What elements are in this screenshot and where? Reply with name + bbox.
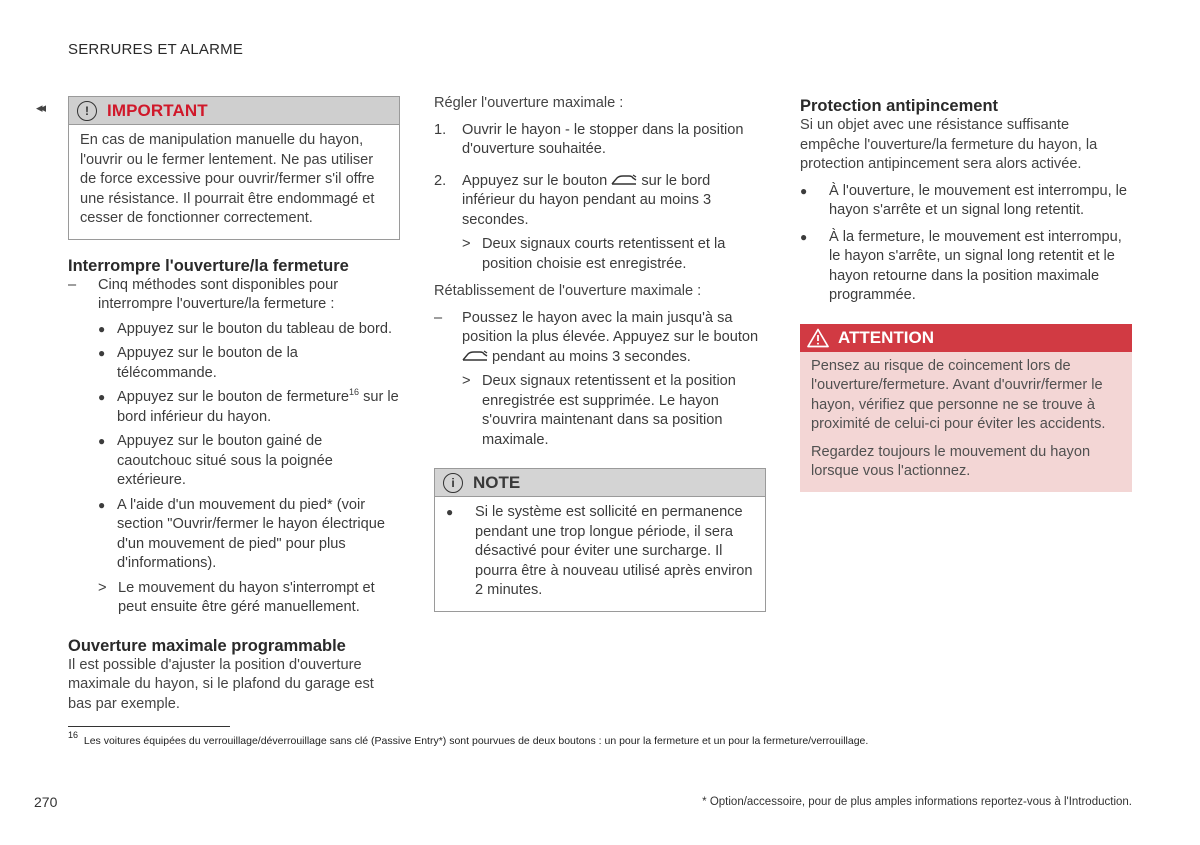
warning-triangle-icon bbox=[807, 328, 829, 348]
footnote-text: Les voitures équipées du verrouillage/déverrouillage sans clé (Passive Entry*) sont pourvues de deux boutons : un pour la fermeture et un pour la fermeture/verrouillage. bbox=[83, 735, 869, 747]
list-item bbox=[800, 182, 1132, 221]
interrupt-heading: Interrompre l'ouverture/la fermeture bbox=[68, 256, 349, 275]
info-circle-icon: i bbox=[443, 473, 463, 493]
step-number: 1. bbox=[434, 121, 447, 138]
pinch-text: Si un objet avec une résistance suffisante empêche l'ouverture/la fermeture du hayon, la protection antipincement sera alors activée. bbox=[800, 117, 1098, 172]
list-item bbox=[98, 344, 400, 383]
important-text: En cas de manipulation manuelle du hayon, l'ouvrir ou le fermer lentement. Ne pas utiliser de force excessive pour ouvrir/fermer s'il offre une résistance. Il pourrait être endommagé et cesser de fonctionner correctement. bbox=[80, 132, 375, 226]
footnote-ref[interactable]: 16 bbox=[349, 387, 360, 397]
step-2 bbox=[434, 172, 766, 231]
note-box bbox=[434, 468, 766, 612]
note-text: Si le système est sollicité en permanence pendant une trop longue période, il sera désactivé pour éviter une surcharge. Il pourra être à nouveau utilisé après environ 2 minutes. bbox=[475, 504, 753, 598]
important-box bbox=[68, 96, 400, 240]
list-item-text: Appuyez sur le bouton de la télécommande. bbox=[117, 345, 298, 381]
step-text-before: Poussez le hayon avec la main jusqu'à sa position la plus élevée. Appuyez sur le bouton bbox=[462, 309, 759, 345]
footnote-number: 16 bbox=[68, 730, 79, 740]
bullet-marker: ● bbox=[98, 346, 106, 360]
step-text-before: Appuyez sur le bouton bbox=[462, 172, 612, 189]
result-marker: > bbox=[98, 579, 107, 596]
result-text: Deux signaux retentissent et la position enregistrée est supprimée. Le hayon s'ouvrira maintenant dans sa position maximale. bbox=[482, 373, 736, 448]
step-1 bbox=[434, 121, 766, 160]
bullet-marker: ● bbox=[98, 390, 106, 404]
page-number: 270 bbox=[34, 794, 58, 810]
list-item-text: A l'aide d'un mouvement du pied* (voir section "Ouvrir/fermer le hayon électrique d'un mouvement de pied" pour plus d'informations). bbox=[117, 496, 385, 571]
bullet-marker: ● bbox=[800, 229, 808, 244]
note-item bbox=[435, 497, 765, 611]
tailgate-button-icon bbox=[611, 174, 637, 186]
attention-label: ATTENTION bbox=[838, 327, 935, 347]
reset-intro: Rétablissement de l'ouverture maximale : bbox=[434, 283, 702, 299]
result-item bbox=[98, 579, 400, 618]
list-item bbox=[98, 320, 400, 340]
setmax-intro: Régler l'ouverture maximale : bbox=[434, 95, 624, 111]
tailgate-button-icon bbox=[462, 350, 488, 362]
step-text-after: sur le bord inférieur du hayon pendant au moins 3 secondes. bbox=[462, 172, 712, 228]
dash-marker: – bbox=[434, 309, 443, 326]
list-item bbox=[800, 228, 1132, 306]
back-arrows-icon[interactable]: ◂◂ bbox=[36, 100, 44, 115]
note-header bbox=[435, 469, 765, 497]
column-middle bbox=[434, 96, 766, 612]
list-item bbox=[98, 496, 400, 574]
bullet-marker: ● bbox=[98, 434, 106, 448]
list-item-text bbox=[117, 388, 400, 427]
reset-result bbox=[462, 372, 766, 450]
bullet-marker: ● bbox=[446, 505, 454, 519]
important-label: IMPORTANT bbox=[107, 100, 208, 120]
list-item bbox=[98, 432, 400, 491]
bullet-marker: ● bbox=[800, 183, 808, 198]
programmable-heading: Ouverture maximale programmable bbox=[68, 636, 346, 655]
dash-marker: – bbox=[68, 276, 77, 293]
column-left bbox=[68, 96, 400, 714]
list-item-text: Appuyez sur le bouton du tableau de bord. bbox=[117, 320, 393, 337]
interrupt-intro-text: Cinq méthodes sont disponibles pour interrompre l'ouverture/la fermeture : bbox=[98, 276, 339, 312]
step-text bbox=[462, 172, 766, 231]
attention-header bbox=[800, 324, 1132, 352]
result-marker: > bbox=[462, 373, 471, 389]
list-item-text: À la fermeture, le mouvement est interrompu, le hayon s'arrête, un signal long retentit et le hayon retourne dans la position maximale programmée. bbox=[829, 228, 1122, 303]
result-item bbox=[462, 235, 766, 274]
bullet-marker: ● bbox=[98, 497, 106, 512]
list-item-text: À l'ouverture, le mouvement est interrompu, le hayon s'arrête et un signal long retentit. bbox=[829, 182, 1128, 218]
interrupt-intro bbox=[68, 276, 400, 315]
bullet-marker: ● bbox=[98, 321, 106, 336]
section-title: SERRURES ET ALARME bbox=[68, 41, 244, 58]
attention-text-1: Pensez au risque de coincement lors de l'ouverture/fermeture. Avant d'ouvrir/fermer le hayon, vérifiez que personne ne se trouve à proximité de celui-ci pour éviter les accidents. bbox=[811, 357, 1106, 432]
interrupt-list bbox=[98, 320, 400, 618]
attention-text-2: Regardez toujours le mouvement du hayon lorsque vous l'actionnez. bbox=[811, 443, 1091, 479]
footnote-divider bbox=[68, 726, 230, 727]
pinch-heading: Protection antipincement bbox=[800, 97, 999, 115]
list-item-text: Appuyez sur le bouton gainé de caoutchouc situé sous la poignée extérieure. bbox=[117, 433, 333, 488]
list-item bbox=[98, 388, 400, 427]
option-note: * Option/accessoire, pour de plus amples informations reportez-vous à l'Introduction. bbox=[702, 796, 1132, 808]
result-marker: > bbox=[462, 236, 471, 252]
programmable-text: Il est possible d'ajuster la position d'ouverture maximale du hayon, si le plafond du garage est bas par exemple. bbox=[68, 656, 374, 712]
footnote bbox=[68, 732, 868, 752]
list-item-text-before: Appuyez sur le bouton de fermeture bbox=[117, 389, 350, 405]
note-label: NOTE bbox=[473, 472, 521, 492]
list-item-text-after: sur le bord inférieur du hayon. bbox=[117, 389, 399, 425]
step-text-after: pendant au moins 3 secondes. bbox=[488, 348, 691, 365]
step-text bbox=[462, 309, 766, 368]
step-text: Ouvrir le hayon - le stopper dans la position d'ouverture souhaitée. bbox=[462, 121, 744, 157]
reset-step bbox=[434, 309, 766, 368]
result-text: Deux signaux courts retentissent et la position choisie est enregistrée. bbox=[482, 236, 726, 272]
column-right bbox=[800, 96, 1132, 492]
step-2-result bbox=[462, 235, 766, 274]
exclamation-circle-icon: ! bbox=[77, 101, 97, 121]
step-number: 2. bbox=[434, 172, 447, 189]
result-item bbox=[462, 372, 766, 450]
result-text: Le mouvement du hayon s'interrompt et peut ensuite être géré manuellement. bbox=[118, 579, 375, 615]
important-header bbox=[69, 97, 399, 125]
attention-body bbox=[800, 352, 1132, 492]
attention-box bbox=[800, 324, 1132, 492]
